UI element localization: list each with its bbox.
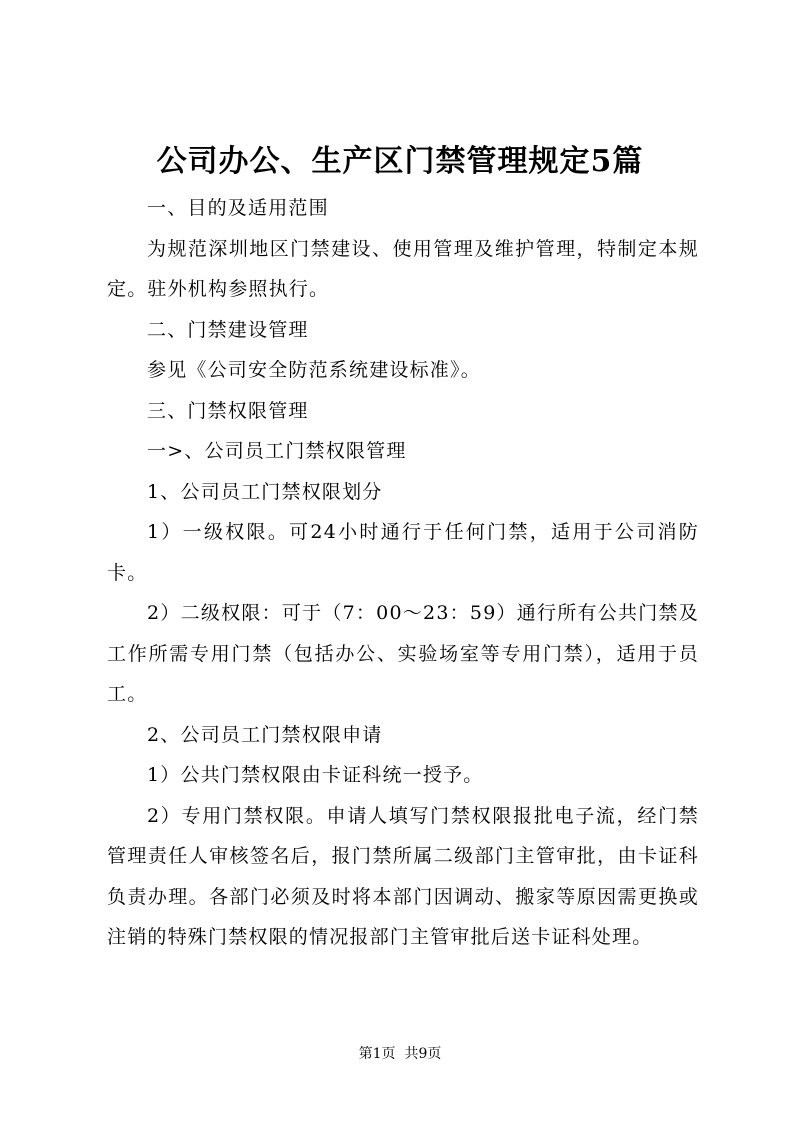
section-heading: 二、门禁建设管理 <box>147 318 309 341</box>
document-title: 公司办公、生产区门禁管理规定5篇 <box>156 144 644 179</box>
section-heading: 三、门禁权限管理 <box>147 399 309 422</box>
section-heading: 一、目的及适用范围 <box>147 197 329 219</box>
paragraph: 为规范深圳地区门禁建设、使用管理及维护管理，特制定本规定。驻外机构参照执行。 <box>107 237 699 300</box>
paragraph: 1）一级权限。可24小时通行于任何门禁，适用于公司消防卡。 <box>107 521 699 584</box>
paragraph: 2）二级权限：可于（7：00～23：59）通行所有公共门禁及工作所需专用门禁（包括办公、实验场室等专用门禁），适用于员工。 <box>107 602 699 705</box>
paragraph: 参见《公司安全防范系统建设标准》。 <box>147 359 481 381</box>
subsection-heading: 1、公司员工门禁权限划分 <box>147 480 383 503</box>
subsection-heading: 一>、公司员工门禁权限管理 <box>147 440 407 462</box>
paragraph: 1）公共门禁权限由卡证科统一授予。 <box>147 764 484 786</box>
subsection-heading: 2、公司员工门禁权限申请 <box>147 723 383 746</box>
paragraph: 2）专用门禁权限。申请人填写门禁权限报批电子流，经门禁管理责任人审核签名后，报门禁所属二级部门主管审批，由卡证科负责办理。各部门必须及时将本部门因调动、搬家等原因需更换或注销的特殊门禁权限的情况报部门主管审批后送卡证科处理。 <box>107 804 699 948</box>
page-number-footer: 第1页 共9页 <box>358 1046 442 1062</box>
document-body <box>107 188 699 958</box>
